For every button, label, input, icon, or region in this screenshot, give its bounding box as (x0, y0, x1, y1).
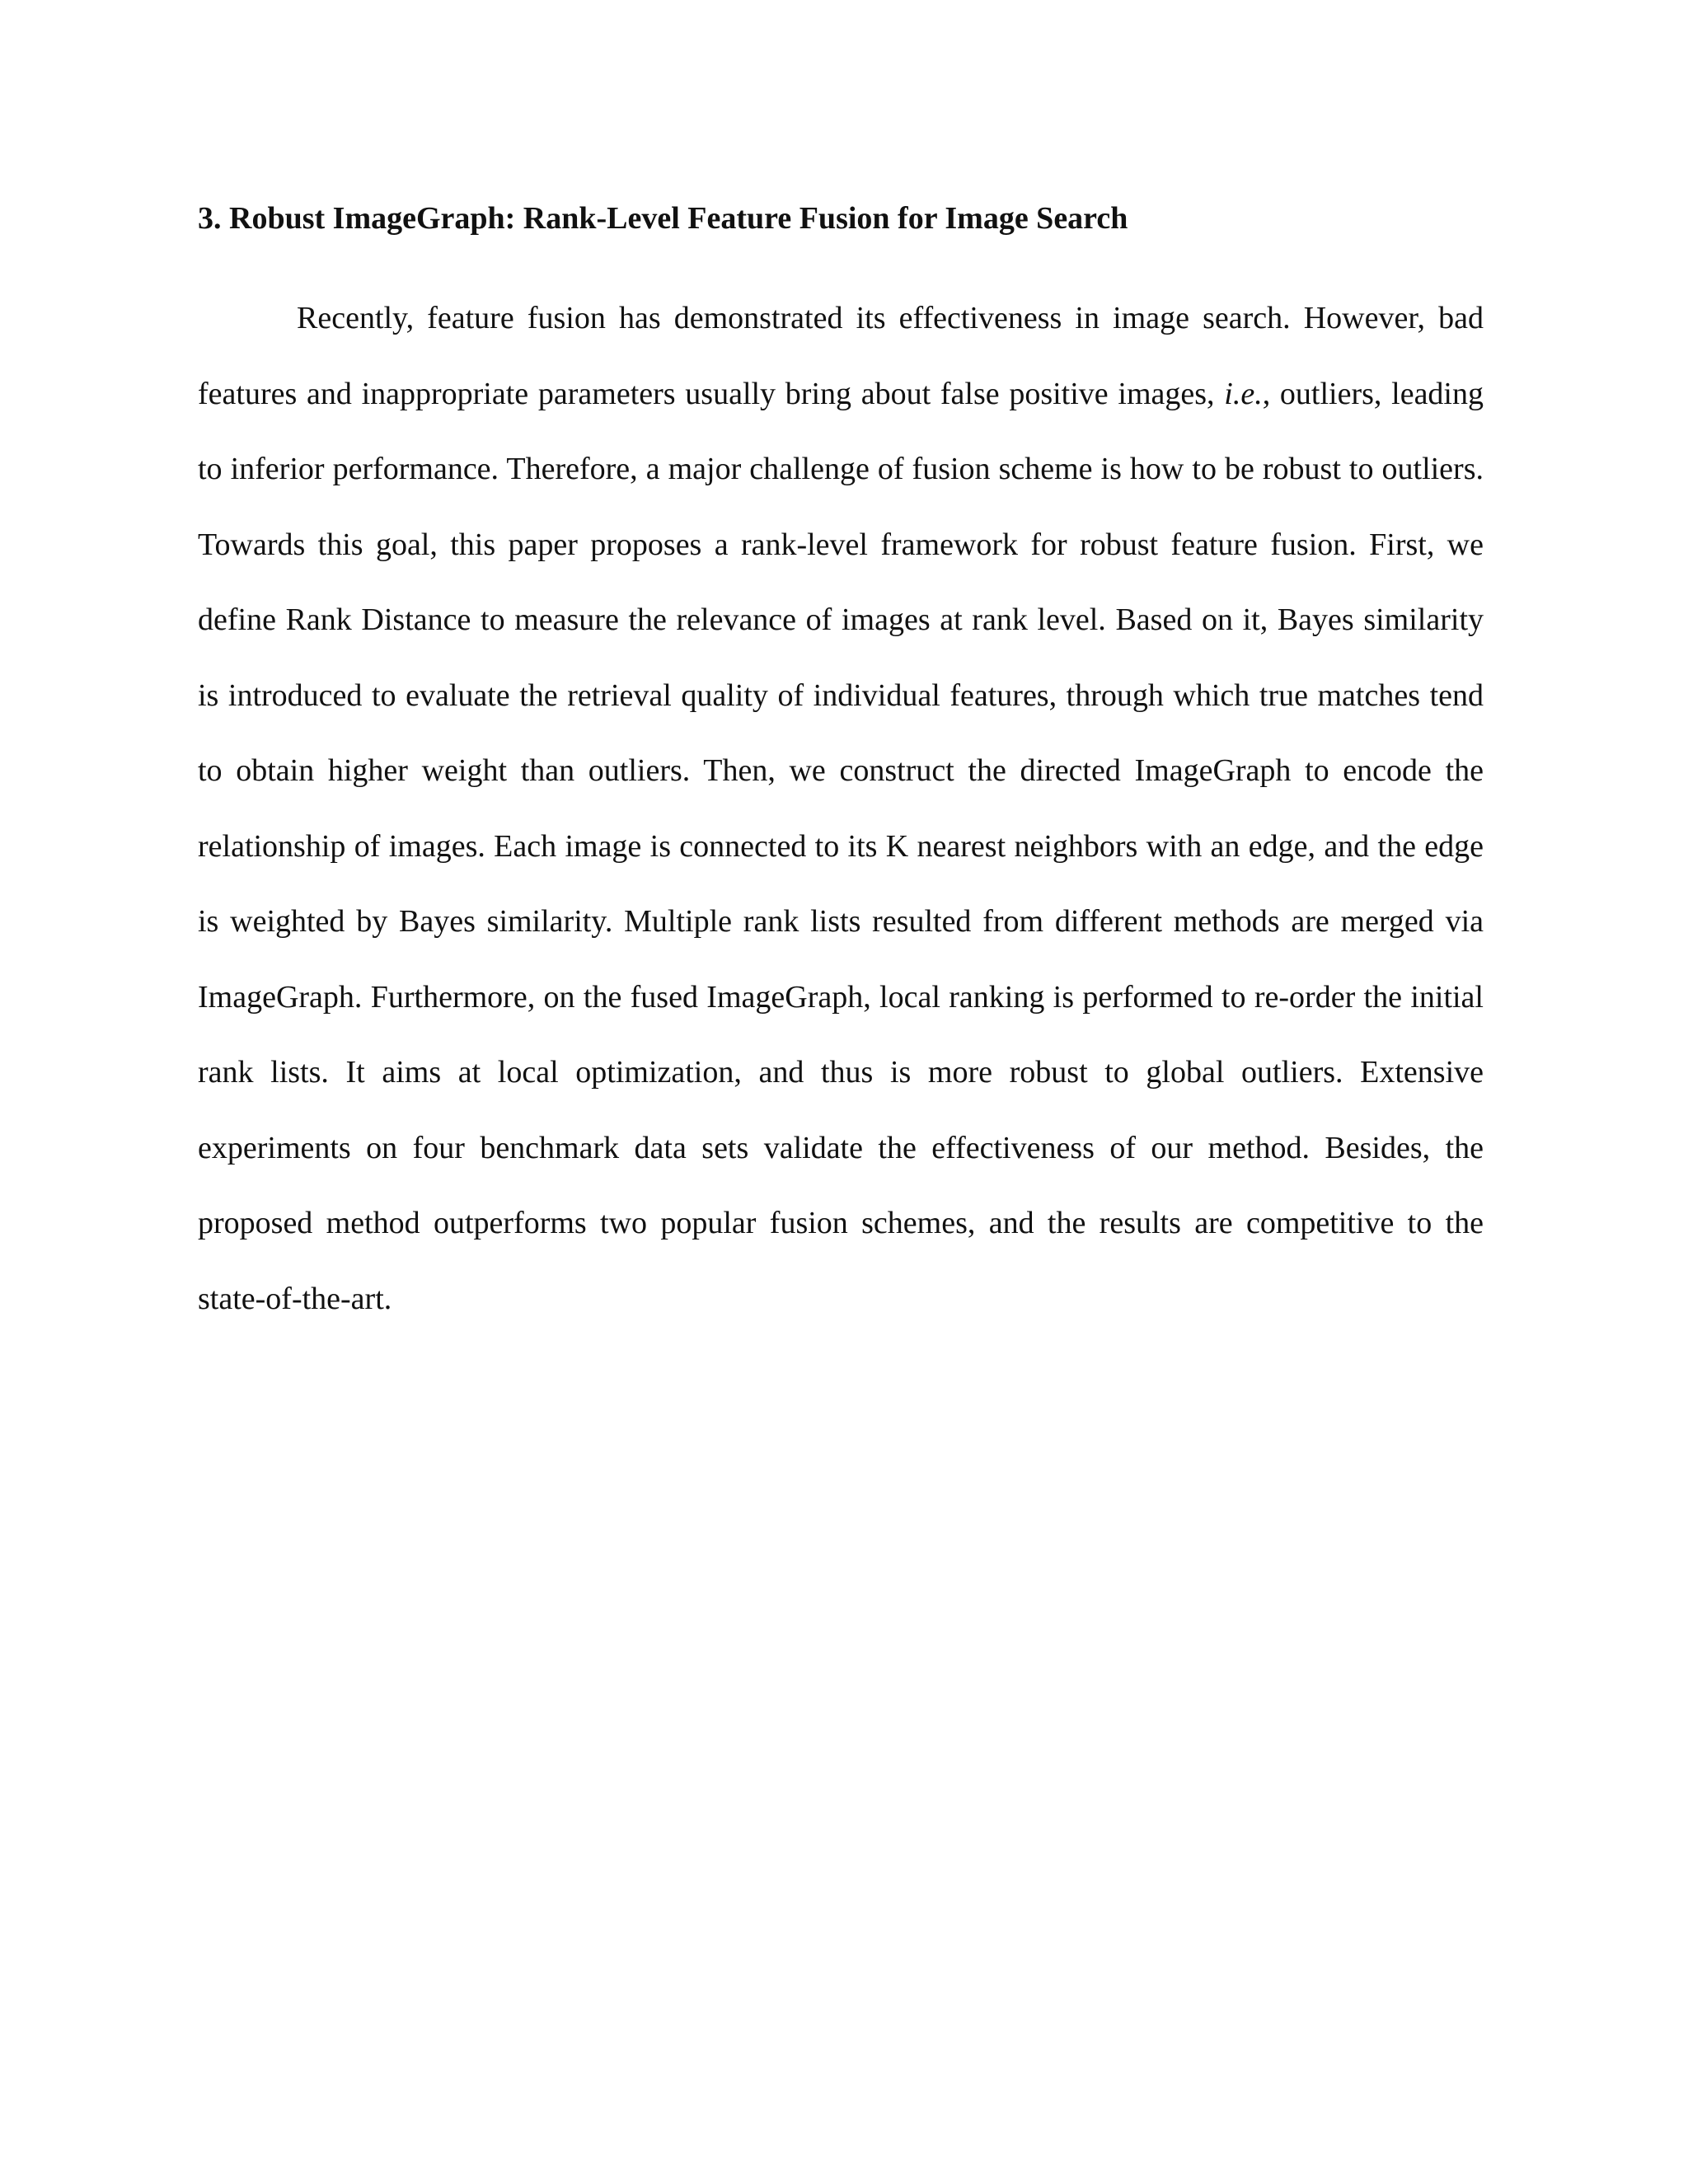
abstract-text-part-2: , outliers, leading to inferior performance. Therefore, a major challenge of fusion scheme is how to be robust to outliers. Towards this goal, this paper proposes a rank-level framework for robust feature fusion. First, we define Rank Distance to measure the relevance of images at rank level. Based on it, Bayes similarity is introduced to evaluate the retrieval quality of individual features, through which true matches tend to obtain higher weight than outliers. Then, we construct the directed ImageGraph to encode the relationship of images. Each image is connected to its K nearest neighbors with an edge, and the edge is weighted by Bayes similarity. Multiple rank lists resulted from different methods are merged via ImageGraph. Furthermore, on the fused ImageGraph, local ranking is performed to re-order the initial rank lists. It aims at local optimization, and thus is more robust to global outliers. Extensive experiments on four benchmark data sets validate the effectiveness of our method. Besides, the proposed method outperforms two popular fusion schemes, and the results are competitive to the state-of-the-art. (198, 376, 1484, 1316)
abstract-paragraph (198, 281, 1484, 1337)
abstract-text-part-1: Recently, feature fusion has demonstrated its effectiveness in image search. However, bad features and inappropriate parameters usually bring about false positive images, (198, 301, 1484, 411)
abstract-italic-ie: i.e. (1224, 376, 1263, 411)
section-heading: 3. Robust ImageGraph: Rank-Level Feature Fusion for Image Search (198, 201, 1128, 236)
document-content (198, 196, 1484, 1337)
